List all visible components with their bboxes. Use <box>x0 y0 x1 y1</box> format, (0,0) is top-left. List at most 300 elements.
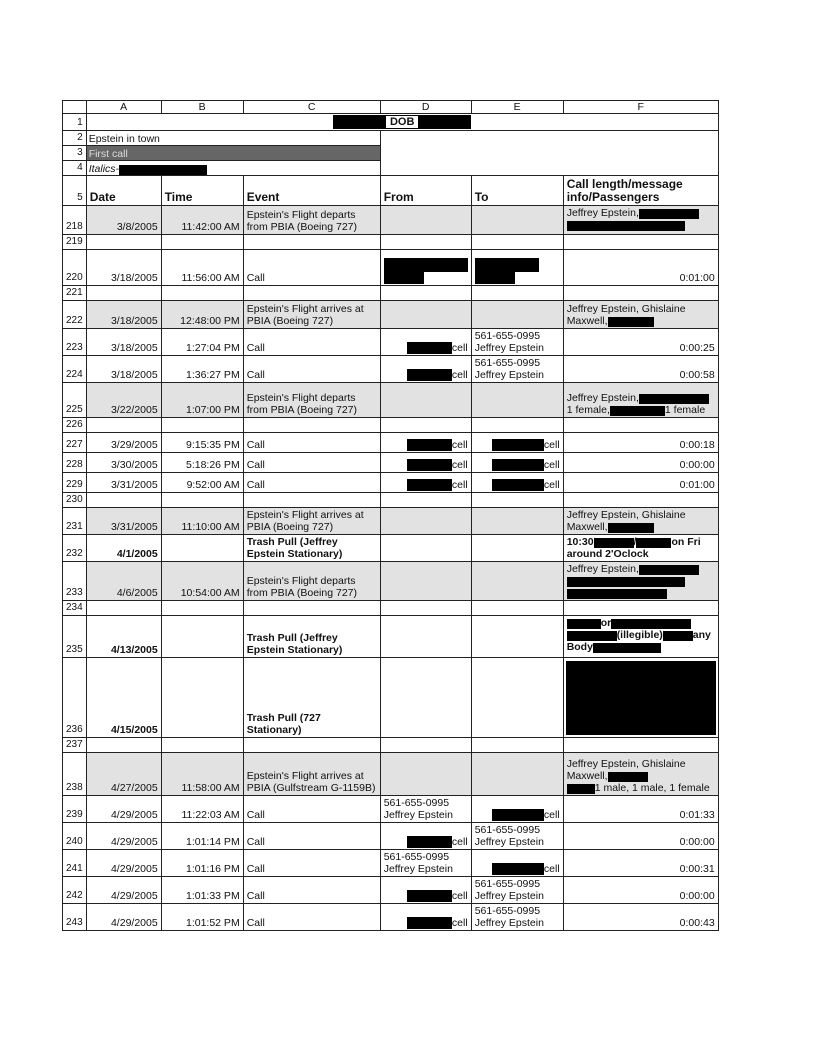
table-row <box>63 658 719 738</box>
cell-info <box>563 235 718 250</box>
cell-time <box>161 796 243 823</box>
row-number: 226 <box>63 418 87 433</box>
dob-label: DOB <box>385 115 419 129</box>
from-text: 561-655-0995 Jeffrey Epstein <box>383 797 453 821</box>
cell-event <box>243 508 380 535</box>
cell-info <box>563 206 718 235</box>
row-number: 230 <box>63 493 87 508</box>
column-header: F <box>563 101 718 114</box>
date-text: 4/29/2005 <box>110 863 158 875</box>
cell-info <box>563 493 718 508</box>
call-length: 0:00:58 <box>679 369 715 381</box>
redaction <box>475 272 515 284</box>
redaction <box>492 479 544 491</box>
redaction <box>608 772 648 782</box>
info-text: on Fri <box>671 536 701 548</box>
from-text: cell <box>451 479 468 491</box>
dob-cell <box>86 114 718 131</box>
redaction <box>567 221 657 231</box>
info-text: Jeffrey Epstein, Ghislaine Maxwell, <box>566 758 686 782</box>
call-length: 0:00:00 <box>679 836 715 848</box>
info-text: or <box>600 617 612 629</box>
cell-date <box>86 823 161 850</box>
cell-info <box>563 658 718 738</box>
time-text: 1:27:04 PM <box>185 342 240 354</box>
from-text: cell <box>451 342 468 354</box>
legend-first-call: First call <box>86 146 380 161</box>
table-row <box>63 738 719 753</box>
table-row <box>63 850 719 877</box>
cell-date <box>86 904 161 931</box>
event-text: Call <box>246 342 265 354</box>
table-row <box>63 206 719 235</box>
legend-italics <box>86 161 380 176</box>
cell-time <box>161 508 243 535</box>
cell-event <box>243 418 380 433</box>
cell-date <box>86 286 161 301</box>
event-text: Call <box>246 917 265 929</box>
cell-info <box>563 562 718 601</box>
from-text: cell <box>451 459 468 471</box>
spreadsheet <box>62 100 719 931</box>
cell-event <box>243 329 380 356</box>
cell-to <box>471 301 563 329</box>
redaction <box>610 406 665 416</box>
cell-info <box>563 753 718 796</box>
cell-event <box>243 877 380 904</box>
event-text: Trash Pull (Jeffrey Epstein Stationary) <box>246 536 343 560</box>
event-text: Trash Pull (Jeffrey Epstein Stationary) <box>246 632 343 656</box>
date-text: 3/18/2005 <box>110 342 158 354</box>
redaction <box>492 863 544 875</box>
from-text: cell <box>451 890 468 902</box>
redaction <box>492 459 544 471</box>
cell-event <box>243 904 380 931</box>
cell-to <box>471 904 563 931</box>
row-number: 231 <box>63 508 87 535</box>
row-number: 3 <box>63 146 87 161</box>
cell-event <box>243 433 380 453</box>
redaction <box>608 523 654 533</box>
time-text: 11:22:03 AM <box>181 809 240 821</box>
cell-date <box>86 616 161 658</box>
legend-italics-label: Italics- <box>88 163 120 175</box>
cell-to <box>471 206 563 235</box>
date-text: 4/29/2005 <box>110 917 158 929</box>
redaction <box>594 538 634 548</box>
row-number: 4 <box>63 161 87 176</box>
cell-time <box>161 493 243 508</box>
redaction <box>492 439 544 451</box>
date-text: 4/29/2005 <box>110 809 158 821</box>
time-text: 9:15:35 PM <box>185 439 240 451</box>
cell-time <box>161 356 243 383</box>
cell-from <box>380 286 471 301</box>
cell-from <box>380 796 471 823</box>
redaction <box>567 577 657 587</box>
info-text: Body <box>566 641 593 653</box>
info-text: Jeffrey Epstein, <box>566 392 639 404</box>
cell-to <box>471 383 563 418</box>
table-row <box>63 796 719 823</box>
time-text: 1:01:14 PM <box>185 836 240 848</box>
table-row <box>63 301 719 329</box>
redaction <box>492 809 544 821</box>
redaction <box>407 836 452 848</box>
info-text: (illegible) <box>616 629 663 641</box>
cell-info <box>563 383 718 418</box>
table-row <box>63 904 719 931</box>
table-row <box>63 753 719 796</box>
cell-from <box>380 616 471 658</box>
from-text: cell <box>451 836 468 848</box>
cell-event <box>243 383 380 418</box>
cell-event <box>243 658 380 738</box>
row-number: 220 <box>63 250 87 286</box>
cell-event <box>243 356 380 383</box>
cell-info <box>563 301 718 329</box>
corner-cell <box>63 101 87 114</box>
cell-date <box>86 601 161 616</box>
column-header: A <box>86 101 161 114</box>
redaction <box>119 165 207 175</box>
cell-time <box>161 235 243 250</box>
info-text: around 2'Oclock <box>566 548 649 560</box>
legend-epstein-in-town: Epstein in town <box>86 131 380 146</box>
row-number: 218 <box>63 206 87 235</box>
cell-to <box>471 250 563 286</box>
cell-from <box>380 601 471 616</box>
cell-info <box>563 796 718 823</box>
time-text: 11:42:00 AM <box>181 221 240 233</box>
cell-info <box>563 823 718 850</box>
cell-to <box>471 796 563 823</box>
cell-time <box>161 473 243 493</box>
cell-time <box>161 206 243 235</box>
cell-info <box>563 850 718 877</box>
table-row <box>63 235 719 250</box>
to-text: cell <box>543 479 560 491</box>
cell-event <box>243 562 380 601</box>
cell-event <box>243 473 380 493</box>
cell-info <box>563 738 718 753</box>
cell-from <box>380 301 471 329</box>
cell-to <box>471 286 563 301</box>
cell-info <box>563 356 718 383</box>
to-text: 561-655-0995 Jeffrey Epstein <box>474 905 544 929</box>
cell-time <box>161 850 243 877</box>
cell-from <box>380 904 471 931</box>
cell-date <box>86 453 161 473</box>
table-row <box>63 601 719 616</box>
row-number: 225 <box>63 383 87 418</box>
cell-event <box>243 616 380 658</box>
info-text: Jeffrey Epstein, Ghislaine Maxwell, <box>566 303 686 327</box>
date-text: 3/31/2005 <box>110 521 158 533</box>
time-text: 1:36:27 PM <box>185 369 240 381</box>
cell-time <box>161 877 243 904</box>
cell-from <box>380 250 471 286</box>
redaction <box>639 209 699 219</box>
to-text: cell <box>543 809 560 821</box>
to-text: 561-655-0995 Jeffrey Epstein <box>474 330 544 354</box>
cell-to <box>471 658 563 738</box>
date-text: 3/8/2005 <box>116 221 158 233</box>
table-row <box>63 535 719 562</box>
time-text: 12:48:00 PM <box>180 315 240 327</box>
row-number: 219 <box>63 235 87 250</box>
legend-blank <box>380 131 718 176</box>
row-number: 243 <box>63 904 87 931</box>
cell-event <box>243 738 380 753</box>
redaction <box>407 917 452 929</box>
cell-event <box>243 601 380 616</box>
cell-to <box>471 738 563 753</box>
row-number: 5 <box>63 176 87 206</box>
table-row <box>63 508 719 535</box>
event-text: Trash Pull (727 Stationary) <box>246 712 321 736</box>
cell-from <box>380 508 471 535</box>
redaction <box>407 459 452 471</box>
table-row <box>63 418 719 433</box>
cell-time <box>161 453 243 473</box>
call-length: 0:00:00 <box>679 459 715 471</box>
info-text: 10:30 <box>566 536 594 548</box>
cell-date <box>86 235 161 250</box>
column-header: D <box>380 101 471 114</box>
cell-date <box>86 738 161 753</box>
time-text: 9:52:00 AM <box>186 479 240 491</box>
cell-from <box>380 562 471 601</box>
redaction <box>407 479 452 491</box>
redaction <box>419 115 471 129</box>
info-text: Jeffrey Epstein, <box>566 207 639 219</box>
event-text: Call <box>246 369 265 381</box>
call-length: 0:01:33 <box>679 809 715 821</box>
event-text: Epstein's Flight departs from PBIA (Boeing 727) <box>246 209 357 233</box>
info-text: 1 female <box>664 404 706 416</box>
row-number: 236 <box>63 658 87 738</box>
redaction <box>657 221 685 231</box>
row-number: 233 <box>63 562 87 601</box>
cell-from <box>380 329 471 356</box>
cell-date <box>86 356 161 383</box>
table-row <box>63 356 719 383</box>
date-text: 3/31/2005 <box>110 479 158 491</box>
row-number: 232 <box>63 535 87 562</box>
cell-time <box>161 418 243 433</box>
cell-from <box>380 877 471 904</box>
redaction <box>633 536 671 548</box>
info-text: 1 female, <box>566 404 610 416</box>
cell-date <box>86 433 161 453</box>
cell-to <box>471 356 563 383</box>
date-text: 4/29/2005 <box>110 836 158 848</box>
redaction <box>566 661 716 735</box>
row-number: 221 <box>63 286 87 301</box>
redaction <box>567 619 601 629</box>
cell-info <box>563 904 718 931</box>
cell-from <box>380 235 471 250</box>
cell-to <box>471 329 563 356</box>
redaction <box>593 643 615 653</box>
cell-time <box>161 433 243 453</box>
from-text: 561-655-0995 Jeffrey Epstein <box>383 851 453 875</box>
cell-event <box>243 796 380 823</box>
redaction <box>608 317 654 327</box>
date-text: 4/15/2005 <box>110 724 158 736</box>
cell-to <box>471 535 563 562</box>
cell-event <box>243 823 380 850</box>
cell-time <box>161 753 243 796</box>
to-text: cell <box>543 459 560 471</box>
redaction <box>407 342 452 354</box>
row-number: 227 <box>63 433 87 453</box>
cell-from <box>380 453 471 473</box>
time-text: 11:10:00 AM <box>181 521 240 533</box>
from-text: cell <box>451 439 468 451</box>
table-row <box>63 250 719 286</box>
cell-time <box>161 601 243 616</box>
date-text: 4/6/2005 <box>116 587 158 599</box>
event-text: Epstein's Flight departs from PBIA (Boeing 727) <box>246 392 357 416</box>
event-text: Call <box>246 836 265 848</box>
table-row <box>63 493 719 508</box>
row-number: 237 <box>63 738 87 753</box>
cell-info <box>563 453 718 473</box>
event-text: Epstein's Flight departs from PBIA (Boeing 727) <box>246 575 357 599</box>
to-text: cell <box>543 439 560 451</box>
cell-from <box>380 493 471 508</box>
cell-date <box>86 206 161 235</box>
info-text: any <box>692 629 711 641</box>
header-to: To <box>471 176 563 206</box>
cell-from <box>380 206 471 235</box>
cell-time <box>161 383 243 418</box>
table-row <box>63 823 719 850</box>
header-time: Time <box>161 176 243 206</box>
cell-info <box>563 535 718 562</box>
time-text: 5:18:26 PM <box>185 459 240 471</box>
event-text: Call <box>246 439 265 451</box>
info-text: / <box>633 536 637 548</box>
event-text: Epstein's Flight arrives at PBIA (Boeing 727) <box>246 509 364 533</box>
info-text: 1 male, 1 male, 1 female <box>594 782 710 794</box>
row-number: 222 <box>63 301 87 329</box>
redaction <box>384 272 424 284</box>
cell-to <box>471 823 563 850</box>
row-number: 235 <box>63 616 87 658</box>
cell-event <box>243 753 380 796</box>
header-event: Event <box>243 176 380 206</box>
call-length: 0:00:00 <box>679 890 715 902</box>
cell-date <box>86 658 161 738</box>
cell-date <box>86 850 161 877</box>
cell-date <box>86 753 161 796</box>
cell-to <box>471 453 563 473</box>
event-text: Call <box>246 459 265 471</box>
row-number: 241 <box>63 850 87 877</box>
cell-event <box>243 535 380 562</box>
time-text: 1:01:52 PM <box>185 917 240 929</box>
cell-time <box>161 301 243 329</box>
row-number: 234 <box>63 601 87 616</box>
redaction <box>637 589 667 599</box>
call-length: 0:01:00 <box>679 272 715 284</box>
row-number: 239 <box>63 796 87 823</box>
cell-info <box>563 433 718 453</box>
table-row <box>63 616 719 658</box>
event-text: Call <box>246 272 265 284</box>
cell-time <box>161 904 243 931</box>
time-text: 1:01:33 PM <box>185 890 240 902</box>
redaction <box>663 631 693 641</box>
column-header: B <box>161 101 243 114</box>
cell-date <box>86 508 161 535</box>
cell-from <box>380 753 471 796</box>
dob-row <box>63 114 719 131</box>
redaction <box>611 619 691 629</box>
cell-to <box>471 418 563 433</box>
cell-time <box>161 250 243 286</box>
cell-info <box>563 250 718 286</box>
cell-info <box>563 508 718 535</box>
header-date: Date <box>86 176 161 206</box>
cell-from <box>380 473 471 493</box>
time-text: 10:54:00 AM <box>180 587 240 599</box>
redaction <box>567 589 637 599</box>
call-length: 0:01:00 <box>679 479 715 491</box>
redaction <box>567 784 595 794</box>
cell-time <box>161 286 243 301</box>
cell-to <box>471 473 563 493</box>
cell-from <box>380 823 471 850</box>
date-text: 3/18/2005 <box>110 315 158 327</box>
call-length: 0:00:25 <box>679 342 715 354</box>
column-header: E <box>471 101 563 114</box>
call-length: 0:00:43 <box>679 917 715 929</box>
event-text: Epstein's Flight arrives at PBIA (Boeing 727) <box>246 303 364 327</box>
cell-info <box>563 473 718 493</box>
cell-to <box>471 850 563 877</box>
legend-row <box>63 131 719 146</box>
date-text: 4/29/2005 <box>110 890 158 902</box>
cell-event <box>243 301 380 329</box>
event-text: Epstein's Flight arrives at PBIA (Gulfstream G-1159B) <box>246 770 376 794</box>
redaction <box>639 565 699 575</box>
cell-info <box>563 616 718 658</box>
cell-event <box>243 250 380 286</box>
redaction <box>407 890 452 902</box>
cell-time <box>161 658 243 738</box>
cell-date <box>86 329 161 356</box>
cell-to <box>471 753 563 796</box>
event-text: Call <box>246 863 265 875</box>
cell-date <box>86 473 161 493</box>
row-number: 224 <box>63 356 87 383</box>
cell-event <box>243 850 380 877</box>
redaction <box>384 258 468 272</box>
info-text: Jeffrey Epstein, <box>566 563 639 575</box>
redaction <box>639 394 709 404</box>
cell-event <box>243 453 380 473</box>
date-text: 3/30/2005 <box>110 459 158 471</box>
header-row <box>63 176 719 206</box>
cell-date <box>86 493 161 508</box>
cell-date <box>86 418 161 433</box>
row-number: 238 <box>63 753 87 796</box>
cell-time <box>161 562 243 601</box>
